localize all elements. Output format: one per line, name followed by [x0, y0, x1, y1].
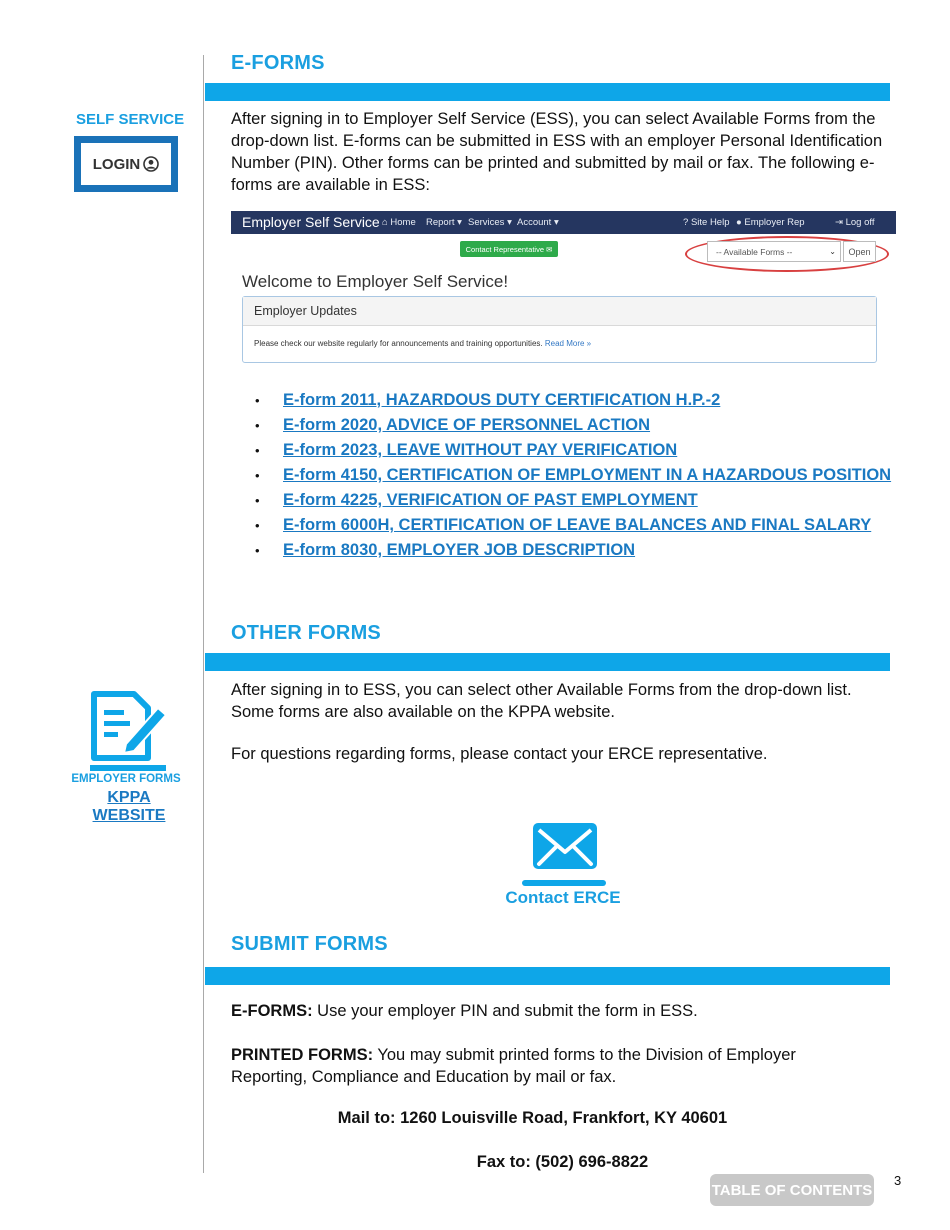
open-button[interactable]: Open	[843, 241, 876, 262]
ess-nav-employer-rep[interactable]: ● Employer Rep	[736, 217, 805, 228]
list-item: • E-form 2020, ADVICE OF PERSONNEL ACTION	[255, 416, 651, 434]
user-icon: ●	[736, 217, 742, 228]
ess-navbar	[231, 211, 896, 234]
eforms-label: E-FORMS:	[231, 1002, 313, 1020]
printed-forms-label: PRINTED FORMS:	[231, 1046, 374, 1064]
eform-list	[255, 388, 891, 563]
ess-brand[interactable]: Employer Self Service	[242, 214, 380, 230]
mail-underline	[522, 880, 606, 886]
home-icon: ⌂	[382, 217, 388, 228]
employer-updates-body: Please check our website regularly for announcements and training opportunities. Read More »	[254, 339, 592, 348]
chevron-down-icon: ⌄	[829, 247, 836, 256]
contact-erce-link[interactable]: Contact ERCE	[505, 888, 621, 907]
ess-welcome: Welcome to Employer Self Service!	[242, 272, 509, 291]
vertical-divider	[203, 55, 204, 1173]
ess-nav-site-help[interactable]: ? Site Help	[683, 217, 730, 228]
eform-link[interactable]: E-form 2023, LEAVE WITHOUT PAY VERIFICATION	[283, 441, 678, 459]
caret-down-icon: ▾	[507, 217, 512, 228]
ess-nav-logoff[interactable]: ⇥ Log off	[835, 217, 875, 228]
caret-down-icon: ▾	[457, 217, 462, 228]
submit-printed-text: PRINTED FORMS: You may submit printed forms to the Division of Employer Reporting, Compliance and Education by mail or fax.	[231, 1046, 796, 1086]
employer-updates-panel	[242, 296, 877, 363]
self-service-label: SELF SERVICE	[76, 111, 185, 128]
list-item: • E-form 4225, VERIFICATION OF PAST EMPLOYMENT	[255, 491, 698, 509]
list-item: • E-form 4150, CERTIFICATION OF EMPLOYMENT IN A HAZARDOUS POSITION	[255, 466, 892, 484]
employer-forms-icon[interactable]	[86, 690, 170, 774]
other-forms-heading: OTHER FORMS	[231, 622, 381, 644]
login-button-inner[interactable]	[81, 143, 171, 185]
read-more-link[interactable]: Read More »	[544, 339, 592, 348]
question-icon: ?	[683, 217, 689, 228]
eform-link[interactable]: E-form 8030, EMPLOYER JOB DESCRIPTION	[283, 541, 636, 559]
list-item: • E-form 2011, HAZARDOUS DUTY CERTIFICATION H.P.-2	[255, 391, 721, 409]
eforms-heading: E-FORMS	[231, 52, 325, 74]
logout-icon: ⇥	[835, 217, 843, 228]
eforms-bar	[205, 83, 890, 101]
fax-number: Fax to: (502) 696-8822	[476, 1153, 649, 1171]
mail-address: Mail to: 1260 Louisville Road, Frankfort, KY 40601	[337, 1109, 728, 1127]
table-of-contents-button[interactable]: TABLE OF CONTENTS	[710, 1174, 874, 1206]
login-button[interactable]	[74, 136, 178, 192]
eform-link[interactable]: E-form 2011, HAZARDOUS DUTY CERTIFICATION H.P.-2	[283, 391, 721, 409]
envelope-icon: ✉	[546, 244, 553, 254]
page-number: 3	[894, 1173, 902, 1188]
other-forms-p2: For questions regarding forms, please contact your ERCE representative.	[231, 745, 768, 763]
ess-nav-report[interactable]: Report ▾	[426, 217, 462, 228]
user-icon	[143, 156, 159, 172]
contact-representative-button[interactable]: Contact Representative ✉	[460, 241, 558, 257]
employer-forms-label: EMPLOYER FORMS	[71, 773, 181, 785]
mail-icon[interactable]	[532, 822, 598, 888]
caret-down-icon: ▾	[553, 217, 559, 228]
submit-forms-heading: SUBMIT FORMS	[231, 933, 388, 955]
other-forms-p1: After signing in to ESS, you can select other Available Forms from the drop-down list. Some forms are also available on the KPPA website.	[231, 681, 852, 721]
ess-nav-home[interactable]: ⌂ Home	[382, 217, 416, 228]
list-item: • E-form 8030, EMPLOYER JOB DESCRIPTION	[255, 541, 636, 559]
list-item: • E-form 6000H, CERTIFICATION OF LEAVE BALANCES AND FINAL SALARY	[255, 516, 872, 534]
eforms-intro: After signing in to Employer Self Service (ESS), you can select Available Forms from the drop-down list. E-forms can be submitted in ESS with an employer Personal Identification Number (PIN). Other forms can be printed and submitted by mail or fax. The following e-forms are available in ESS:	[231, 110, 883, 194]
login-label: LOGIN	[92, 155, 141, 173]
submit-eforms-text: E-FORMS: Use your employer PIN and submit the form in ESS.	[231, 1002, 698, 1020]
eform-link[interactable]: E-form 6000H, CERTIFICATION OF LEAVE BALANCES AND FINAL SALARY	[283, 516, 872, 534]
eform-link[interactable]: E-form 2020, ADVICE OF PERSONNEL ACTION	[283, 416, 651, 434]
kppa-website-link[interactable]: KPPA WEBSITE	[92, 789, 166, 824]
eform-link[interactable]: E-form 4150, CERTIFICATION OF EMPLOYMENT IN A HAZARDOUS POSITION	[283, 466, 892, 484]
ess-nav-services[interactable]: Services ▾	[468, 217, 512, 228]
employer-updates-title: Employer Updates	[243, 297, 876, 326]
eform-link[interactable]: E-form 4225, VERIFICATION OF PAST EMPLOYMENT	[283, 491, 698, 509]
available-forms-select[interactable]: -- Available Forms -- ⌄	[707, 241, 841, 262]
ess-screenshot	[231, 211, 896, 366]
ess-nav-account[interactable]: Account ▾	[517, 217, 559, 228]
list-item: • E-form 2023, LEAVE WITHOUT PAY VERIFICATION	[255, 441, 678, 459]
other-forms-bar	[205, 653, 890, 671]
submit-forms-bar	[205, 967, 890, 985]
